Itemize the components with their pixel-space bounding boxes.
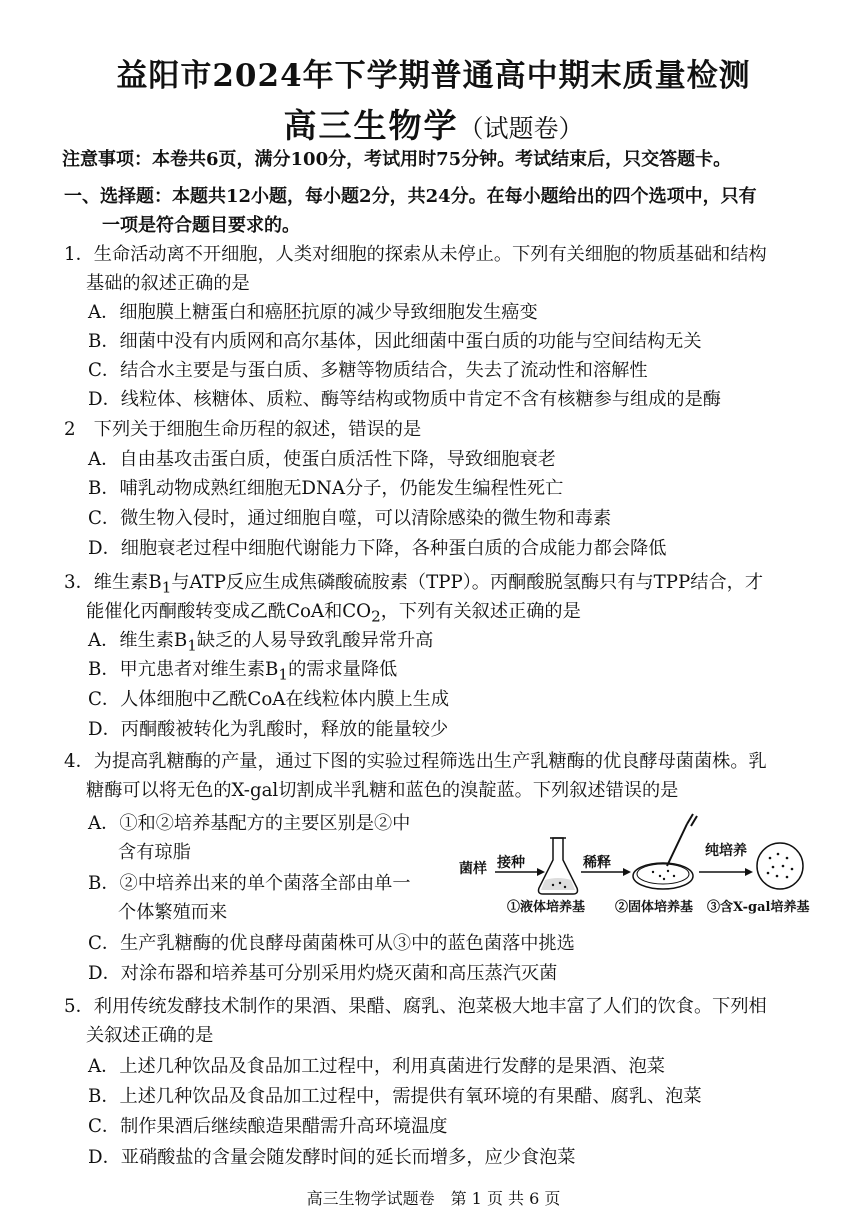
q3-stem1-part-b: 与ATP反应生成焦磷酸硫胺素（TPP）。丙酮酸脱氢酶只有与TPP结合，才 — [171, 572, 764, 593]
q4-option-a-line2: 含有琼脂 — [118, 842, 191, 863]
q2-stem-line1: 2 下列关于细胞生命历程的叙述，错误的是 — [64, 419, 422, 440]
q2-option-a: A．自由基攻击蛋白质，使蛋白质活性下降，导致细胞衰老 — [88, 449, 556, 470]
q4-option-d: D．对涂布器和培养基可分别采用灼烧灭菌和高压蒸汽灭菌 — [88, 963, 558, 984]
q3-option-b-part-a: B．甲亢患者对维生素B — [88, 659, 279, 680]
q1-option-b: B．细菌中没有内质网和高尔基体，因此细菌中蛋白质的功能与空间结构无关 — [88, 331, 702, 352]
fig-caption-solid: ②固体培养基 — [615, 900, 694, 915]
petri-dish-inner — [637, 864, 689, 884]
q3-stem1-subscript: 1 — [161, 578, 172, 597]
section-heading-line2: 一项是符合题目要求的。 — [102, 215, 300, 236]
fig-step-dilute: 稀释 — [583, 855, 611, 871]
subject-title — [0, 100, 867, 147]
q4-option-c: C．生产乳糖酶的优良酵母菌菌株可从③中的蓝色菌落中挑选 — [88, 933, 575, 954]
subject-name: 高三生物学 — [283, 106, 459, 145]
fig-sample-label: 菌样 — [459, 861, 487, 877]
q3-option-b-part-b: 的需求量降低 — [288, 659, 398, 680]
q5-option-b: B．上述几种饮品及食品加工过程中，需提供有氧环境的有果醋、腐乳、泡菜 — [88, 1086, 702, 1107]
q2-option-d: D．细胞衰老过程中细胞代谢能力下降，各种蛋白质的合成能力都会降低 — [88, 538, 667, 559]
q4-option-b-line1: B．②中培养出来的单个菌落全部由单一 — [88, 873, 411, 894]
q1-stem-line2: 基础的叙述正确的是 — [86, 273, 250, 294]
q5-option-c: C．制作果酒后继续酿造果醋需升高环境温度 — [88, 1116, 448, 1137]
fig-step-pure-culture: 纯培养 — [705, 843, 747, 859]
q3-option-d: D．丙酮酸被转化为乳酸时，释放的能量较少 — [88, 719, 449, 740]
q1-stem-line1: 1．生命活动离不开细胞，人类对细胞的探索从未停止。下列有关细胞的物质基础和结构 — [64, 244, 767, 265]
flask-liquid — [541, 878, 575, 890]
exam-title: 益阳市2024年下学期普通高中期末质量检测 — [116, 58, 751, 94]
arrow-head-2 — [623, 868, 631, 876]
fig-caption-xgal: ③含X-gal培养基 — [707, 900, 810, 915]
q3-option-a — [88, 629, 433, 658]
petri-dish-icon — [633, 863, 693, 889]
q5-stem-line2: 关叙述正确的是 — [86, 1025, 214, 1046]
fig-step-inoculate: 接种 — [497, 855, 525, 871]
q5-stem-line1: 5．利用传统发酵技术制作的果酒、果醋、腐乳、泡菜极大地丰富了人们的饮食。下列相 — [64, 996, 767, 1017]
culture-process-figure — [455, 810, 815, 920]
q4-option-a-line1: A．①和②培养基配方的主要区别是②中 — [88, 813, 411, 834]
subject-paren: （试题卷） — [458, 114, 584, 143]
page-footer: 高三生物学试题卷 第 1 页 共 6 页 — [306, 1189, 561, 1208]
q3-option-c: C．人体细胞中乙酰CoA在线粒体内膜上生成 — [88, 689, 450, 710]
q4-stem-line2: 糖酶可以将无色的X-gal切割成半乳糖和蓝色的溴靛蓝。下列叙述错误的是 — [86, 780, 679, 801]
xgal-dish-icon — [757, 843, 803, 889]
q3-stem-line2 — [86, 600, 581, 629]
q1-option-c: C．结合水主要是与蛋白质、多糖等物质结合，失去了流动性和溶解性 — [88, 360, 648, 381]
q3-stem2-part-a: 能催化丙酮酸转变成乙酰CoA和CO — [86, 601, 372, 622]
arrow-head-1 — [537, 868, 545, 876]
q3-stem2-subscript: 2 — [371, 607, 381, 626]
q4-stem-line1: 4．为提高乳糖酶的产量，通过下图的实验过程筛选出生产乳糖酶的优良酵母菌菌株。乳 — [64, 751, 767, 772]
q3-option-b-subscript: 1 — [278, 665, 289, 684]
q3-option-a-part-b: 缺乏的人易导致乳酸异常升高 — [196, 630, 434, 651]
q3-option-b — [88, 658, 397, 687]
q1-option-a: A．细胞膜上糖蛋白和癌胚抗原的减少导致细胞发生癌变 — [88, 302, 538, 323]
q5-option-d: D．亚硝酸盐的含量会随发酵时间的延长而增多，应少食泡菜 — [88, 1147, 576, 1168]
q3-stem2-part-b: ，下列有关叙述正确的是 — [380, 601, 581, 622]
spreader-icon — [667, 824, 687, 866]
notice-text: 注意事项：本卷共6页，满分100分，考试用时75分钟。考试结束后，只交答题卡。 — [62, 149, 732, 170]
q2-option-b: B．哺乳动物成熟红细胞无DNA分子，仍能发生编程性死亡 — [88, 478, 564, 499]
q3-option-a-subscript: 1 — [187, 636, 197, 655]
arrow-head-3 — [745, 868, 753, 876]
q2-option-c: C．微生物入侵时，通过细胞自噬，可以清除感染的微生物和毒素 — [88, 508, 612, 529]
q4-option-b-line2: 个体繁殖而来 — [118, 902, 228, 923]
q3-option-a-part-a: A．维生素B — [88, 630, 188, 651]
q3-stem1-part-a: 3．维生素B — [64, 572, 162, 593]
q1-option-d: D．线粒体、核糖体、质粒、酶等结构或物质中肯定不含有核糖参与组成的是酶 — [88, 389, 721, 410]
section-heading-line1: 一、选择题：本题共12小题，每小题2分，共24分。在每小题给出的四个选项中，只有 — [64, 186, 757, 207]
q3-stem-line1 — [64, 571, 763, 600]
fig-caption-liquid: ①液体培养基 — [507, 900, 586, 915]
q5-option-a: A．上述几种饮品及食品加工过程中，利用真菌进行发酵的是果酒、泡菜 — [88, 1056, 665, 1077]
